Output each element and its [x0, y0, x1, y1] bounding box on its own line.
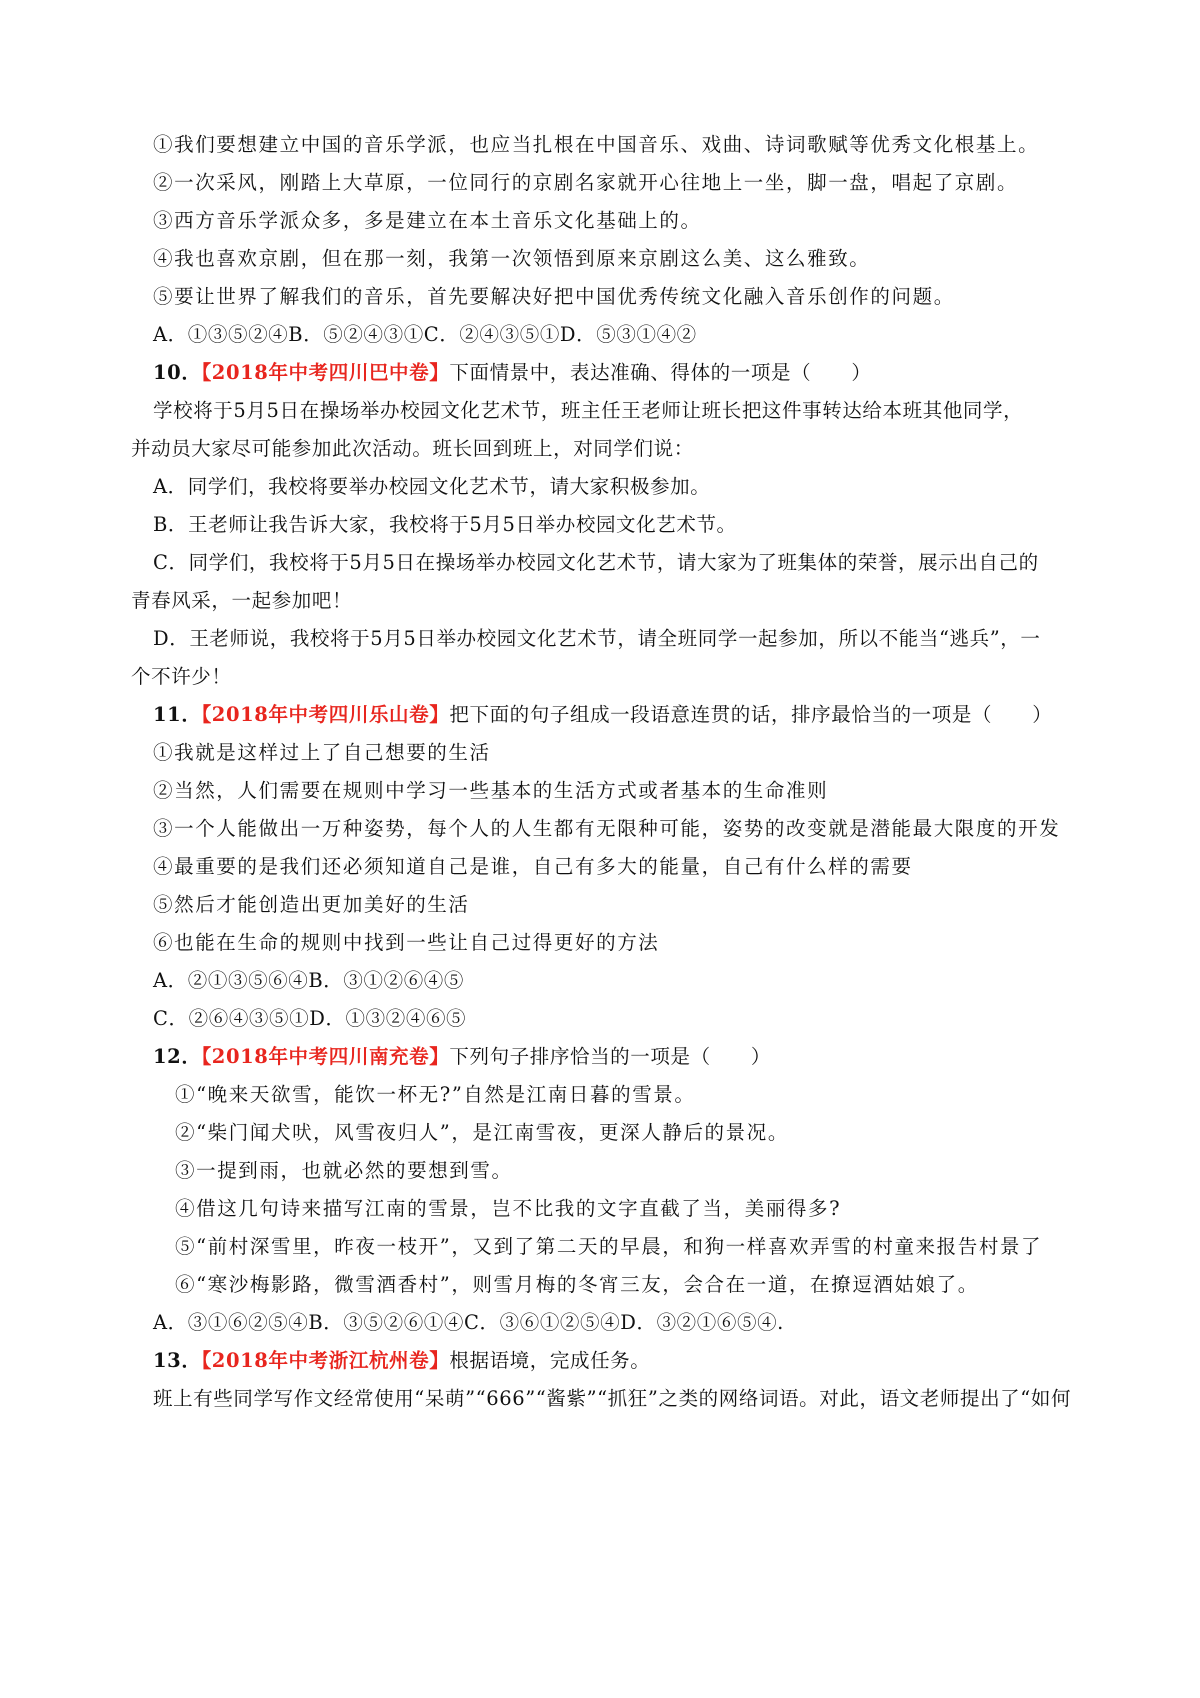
q11-options-line-1: A．②①③⑤⑥④B．③①②⑥④⑤	[153, 969, 465, 992]
q13-number: 13．	[153, 1349, 202, 1372]
q10-option-c-line-1: C．同学们，我校将于5月5日在操场举办校园文化艺术节，请大家为了班集体的荣誉，展示出自己的	[153, 551, 1039, 574]
q9-item-5: ⑤要让世界了解我们的音乐，首先要解决好把中国优秀传统文化融入音乐创作的问题。	[153, 285, 955, 308]
q11-item-2: ②当然，人们需要在规则中学习一些基本的生活方式或者基本的生命准则	[153, 779, 829, 802]
q12-stem: 下列句子排序恰当的一项是（ ）	[449, 1045, 771, 1068]
q13-source: 【2018年中考浙江杭州卷】	[201, 1349, 450, 1372]
q11-stem: 把下面的句子组成一段语意连贯的话，排序最恰当的一项是（ ）	[449, 703, 1053, 726]
q10-option-d-line-2: 个不许少！	[131, 665, 232, 688]
q9-item-3: ③西方音乐学派众多，多是建立在本土音乐文化基础上的。	[153, 209, 702, 232]
q10-number: 10．	[153, 361, 202, 384]
q12-number: 12．	[153, 1045, 202, 1068]
q10-option-b: B．王老师让我告诉大家，我校将于5月5日举办校园文化艺术节。	[153, 513, 737, 536]
q10-header	[153, 360, 871, 386]
q11-item-4: ④最重要的是我们还必须知道自己是谁，自己有多大的能量，自己有什么样的需要	[153, 855, 913, 878]
q12-item-5: ⑤“前村深雪里，昨夜一枝开”，又到了第二天的早晨，和狗一样喜欢弄雪的村童来报告村景了	[175, 1235, 1043, 1258]
q9-item-4: ④我也喜欢京剧，但在那一刻，我第一次领悟到原来京剧这么美、这么雅致。	[153, 247, 871, 270]
q12-item-6: ⑥“寒沙梅影路，微雪酒香村”，则雪月梅的冬宵三友，会合在一道，在撩逗酒姑娘了。	[175, 1273, 979, 1296]
q9-options: A．①③⑤②④B．⑤②④③①C．②④③⑤①D．⑤③①④②	[153, 323, 697, 346]
q10-option-d-line-1: D．王老师说，我校将于5月5日举办校园文化艺术节，请全班同学一起参加，所以不能当“逃兵”，一	[153, 627, 1041, 650]
q11-item-1: ①我就是这样过上了自己想要的生活	[153, 741, 491, 764]
q11-options-line-2: C．②⑥④③⑤①D．①③②④⑥⑤	[153, 1007, 467, 1030]
q12-item-3: ③一提到雨，也就必然的要想到雪。	[175, 1159, 513, 1182]
q13-context-line: 班上有些同学写作文经常使用“呆萌”“666”“酱紫”“抓狂”之类的网络词语。对此，语文老师提出了“如何	[153, 1387, 1072, 1410]
q12-source: 【2018年中考四川南充卷】	[201, 1045, 450, 1068]
q13-stem: 根据语境，完成任务。	[449, 1349, 651, 1372]
q10-option-c-line-2: 青春风采，一起参加吧！	[131, 589, 353, 612]
q10-source: 【2018年中考四川巴中卷】	[201, 361, 450, 384]
q9-item-2: ②一次采风，刚踏上大草原，一位同行的京剧名家就开心往地上一坐，脚一盘，唱起了京剧。	[153, 171, 1019, 194]
q11-number: 11．	[153, 703, 202, 726]
q10-option-a: A．同学们，我校将要举办校园文化艺术节，请大家积极参加。	[153, 475, 711, 498]
q13-header	[153, 1348, 650, 1374]
q11-item-5: ⑤然后才能创造出更加美好的生活	[153, 893, 470, 916]
q9-item-1: ①我们要想建立中国的音乐学派，也应当扎根在中国音乐、戏曲、诗词歌赋等优秀文化根基上。	[153, 133, 1040, 156]
q11-header	[153, 702, 1052, 728]
q11-source: 【2018年中考四川乐山卷】	[201, 703, 450, 726]
q11-item-6: ⑥也能在生命的规则中找到一些让自己过得更好的方法	[153, 931, 660, 954]
q10-context-line-2: 并动员大家尽可能参加此次活动。班长回到班上，对同学们说：	[131, 437, 694, 460]
q12-options: A．③①⑥②⑤④B．③⑤②⑥①④C．③⑥①②⑤④D．③②①⑥⑤④.	[153, 1311, 784, 1334]
q10-context-line-1: 学校将于5月5日在操场举办校园文化艺术节，班主任王老师让班长把这件事转达给本班其他同学，	[153, 399, 1024, 422]
q11-item-3: ③一个人能做出一万种姿势，每个人的人生都有无限种可能，姿势的改变就是潜能最大限度的开发	[153, 817, 1061, 840]
q12-item-4: ④借这几句诗来描写江南的雪景，岂不比我的文字直截了当，美丽得多?	[175, 1197, 842, 1220]
q10-stem: 下面情景中，表达准确、得体的一项是（ ）	[449, 361, 872, 384]
q12-header	[153, 1044, 771, 1070]
q12-item-1: ①“晚来天欲雪，能饮一杯无?”自然是江南日暮的雪景。	[175, 1083, 696, 1106]
q12-item-2: ②“柴门闻犬吠，风雪夜归人”，是江南雪夜，更深人静后的景况。	[175, 1121, 789, 1144]
